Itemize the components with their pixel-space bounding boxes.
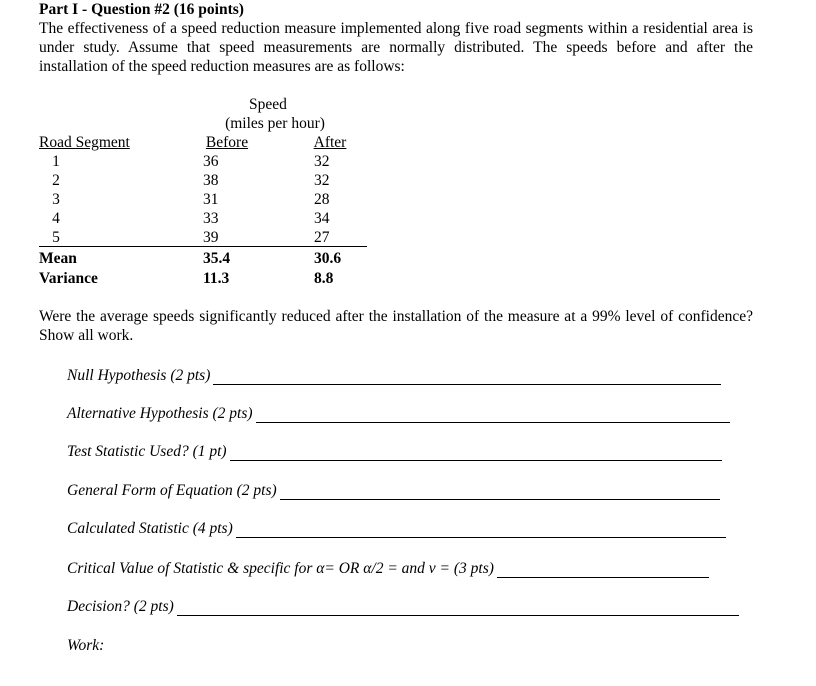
null-hypothesis-label: Null Hypothesis (2 pts) [67,367,211,384]
col-header-before: Before [205,134,249,151]
variance-before: 11.3 [203,270,230,287]
decision-answer-line[interactable] [177,601,739,616]
table-row-1-segment: 1 [52,153,60,170]
question-title: Part I - Question #2 (16 points) [39,1,244,18]
col-header-after: After [313,134,347,151]
general-form-label: General Form of Equation (2 pts) [67,482,277,499]
table-row-4-before: 33 [203,210,219,227]
variance-label: Variance [39,270,98,287]
table-row-4-segment: 4 [52,210,60,227]
speed-header: Speed [249,96,287,113]
calculated-statistic-answer-line[interactable] [236,523,726,538]
table-row-5-before: 39 [203,229,219,246]
work-label: Work: [67,637,105,654]
col-header-road-segment: Road Segment [39,134,130,151]
table-row-4-after: 34 [314,210,330,227]
test-statistic-answer-line[interactable] [230,446,722,461]
table-row-3-segment: 3 [52,191,60,208]
question-text: Were the average speeds significantly reduced after the installation of the measure at a 99% level of confidence? Show all work. [39,308,753,344]
alternative-hypothesis-prompt [67,405,730,423]
table-row-2-after: 32 [314,172,330,189]
general-form-answer-line[interactable] [280,485,720,500]
table-row-2-segment: 2 [52,172,60,189]
calculated-statistic-prompt [67,520,726,538]
test-statistic-prompt [67,443,722,461]
table-row-3-after: 28 [314,191,330,208]
critical-value-prompt [67,560,709,578]
table-row-1-after: 32 [314,153,330,170]
alternative-hypothesis-label: Alternative Hypothesis (2 pts) [67,405,253,422]
decision-label: Decision? (2 pts) [67,598,174,615]
null-hypothesis-answer-line[interactable] [213,370,721,385]
table-row-3-before: 31 [203,191,219,208]
table-divider [39,246,367,247]
general-form-prompt [67,482,720,500]
variance-after: 8.8 [314,270,334,287]
mean-before: 35.4 [203,250,231,267]
table-row-1-before: 36 [203,153,219,170]
mean-label: Mean [39,250,77,267]
mean-after: 30.6 [314,250,342,267]
critical-value-answer-line[interactable] [497,563,709,578]
calculated-statistic-label: Calculated Statistic (4 pts) [67,520,233,537]
units-header: (miles per hour) [225,115,325,132]
null-hypothesis-prompt [67,367,721,385]
table-row-2-before: 38 [203,172,219,189]
decision-prompt [67,598,739,616]
table-row-5-segment: 5 [52,229,60,246]
test-statistic-label: Test Statistic Used? (1 pt) [67,443,227,460]
table-row-5-after: 27 [314,229,330,246]
work-prompt [67,637,104,655]
alternative-hypothesis-answer-line[interactable] [256,408,730,423]
question-intro: The effectiveness of a speed reduction measure implemented along five road segments within a residential area is under study. Assume that speed measurements are normally distributed. The speeds before and after the installation of the speed reduction measures are as follows: [39,20,753,75]
critical-value-label: Critical Value of Statistic & specific for α= OR α/2 = and v = (3 pts) [67,560,494,577]
